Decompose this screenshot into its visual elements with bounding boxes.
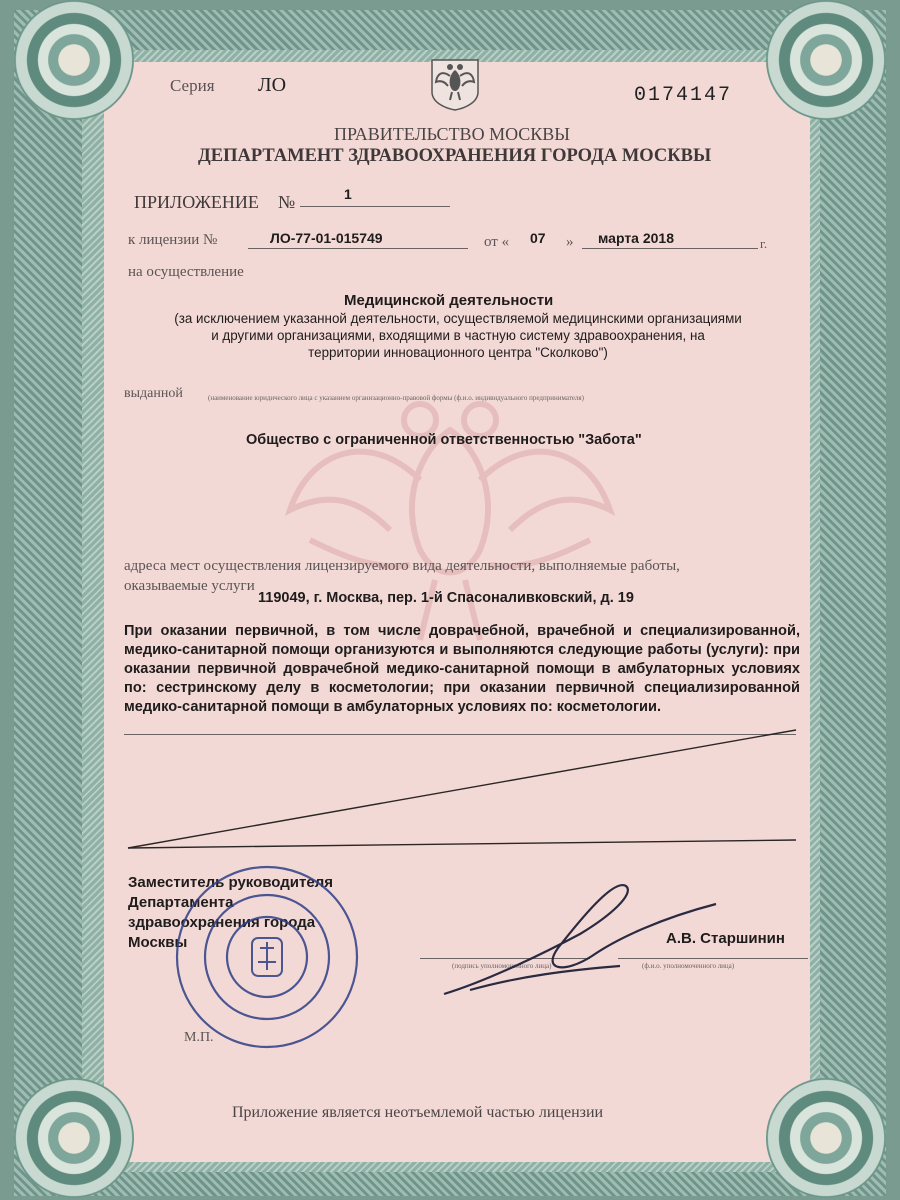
- issuer-government: ПРАВИТЕЛЬСТВО МОСКВЫ: [334, 124, 571, 144]
- russian-coat-of-arms-icon: [426, 56, 484, 112]
- appendix-number-line: [300, 206, 450, 207]
- license-from-label: от «: [484, 234, 510, 250]
- handwritten-signature: [430, 870, 730, 1010]
- corner-rosette: [14, 1078, 134, 1198]
- signatory-position: Заместитель руководителя: [128, 874, 333, 891]
- signatory-name: А.В. Старшинин: [666, 930, 785, 947]
- services-text: При оказании первичной, в том числе доврачебной, врачебной и специализированной, медико-санитарной помощи организуются и выполняются следующие работы (услуги): при оказании первичной доврачебной медико-санитарной помощи в амбулаторных условиях по: сестринскому делу в косметологии; при оказании первичной специализированной медико-санитарной помощи в амбулаторных условиях по: косметологии.: [124, 623, 800, 715]
- blank-strike-line: [124, 726, 800, 852]
- corner-rosette: [766, 0, 886, 120]
- official-seal-stamp: [172, 862, 362, 1052]
- appendix-no-sign: №: [278, 192, 296, 212]
- signatory-position: Москвы: [128, 934, 188, 951]
- eagle-watermark-icon: [270, 390, 630, 650]
- license-close-quote: »: [566, 234, 574, 250]
- activity-desc-line: территории инновационного центра "Сколково"): [308, 345, 608, 360]
- footer-note: Приложение является неотъемлемой частью лицензии: [232, 1104, 604, 1121]
- signatory-position: здравоохранения города: [128, 914, 316, 931]
- signatory-position: Департамента: [128, 894, 234, 911]
- organization-name: Общество с ограниченной ответственностью "Забота": [246, 432, 642, 448]
- corner-rosette: [14, 0, 134, 120]
- series-value: ЛО: [258, 74, 287, 96]
- issued-hint: (наименование юридического лица с указанием организационно-правовой формы (ф.и.о. индивидуального предпринимателя): [208, 394, 584, 402]
- license-day: 07: [530, 230, 546, 246]
- issued-label: выданной: [124, 386, 183, 401]
- name-hint: (ф.и.о. уполномоченного лица): [642, 962, 735, 970]
- address-label-line2: оказываемые услуги: [124, 578, 255, 594]
- appendix-label: ПРИЛОЖЕНИЕ: [134, 192, 259, 212]
- seal-place-label: М.П.: [184, 1030, 214, 1045]
- series-label: Серия: [170, 76, 215, 95]
- appendix-number: 1: [344, 186, 352, 202]
- activity-label: на осуществление: [128, 264, 244, 280]
- license-prefix: к лицензии №: [128, 232, 218, 248]
- activity-title: Медицинской деятельности: [344, 292, 554, 309]
- address-value: 119049, г. Москва, пер. 1-й Спасоналивковский, д. 19: [258, 590, 634, 606]
- signature-hint: (подпись уполномоченного лица): [452, 962, 552, 970]
- license-date-line: [582, 248, 758, 249]
- activity-desc-line: (за исключением указанной деятельности, осуществляемой медицинскими организациями: [174, 311, 742, 326]
- license-year-suffix: г.: [760, 236, 768, 251]
- address-label: адреса мест осуществления лицензируемого вида деятельности, выполняемые работы,: [124, 558, 680, 574]
- issuer-department: ДЕПАРТАМЕНТ ЗДРАВООХРАНЕНИЯ ГОРОДА МОСКВЫ: [198, 146, 712, 166]
- corner-rosette: [766, 1078, 886, 1198]
- license-number: ЛО-77-01-015749: [270, 230, 383, 246]
- form-number: 0174147: [634, 84, 733, 107]
- license-month-year: марта 2018: [598, 230, 675, 246]
- license-number-line: [248, 248, 468, 249]
- activity-desc-line: и другими организациями, входящими в частную систему здравоохранения, на: [211, 328, 705, 343]
